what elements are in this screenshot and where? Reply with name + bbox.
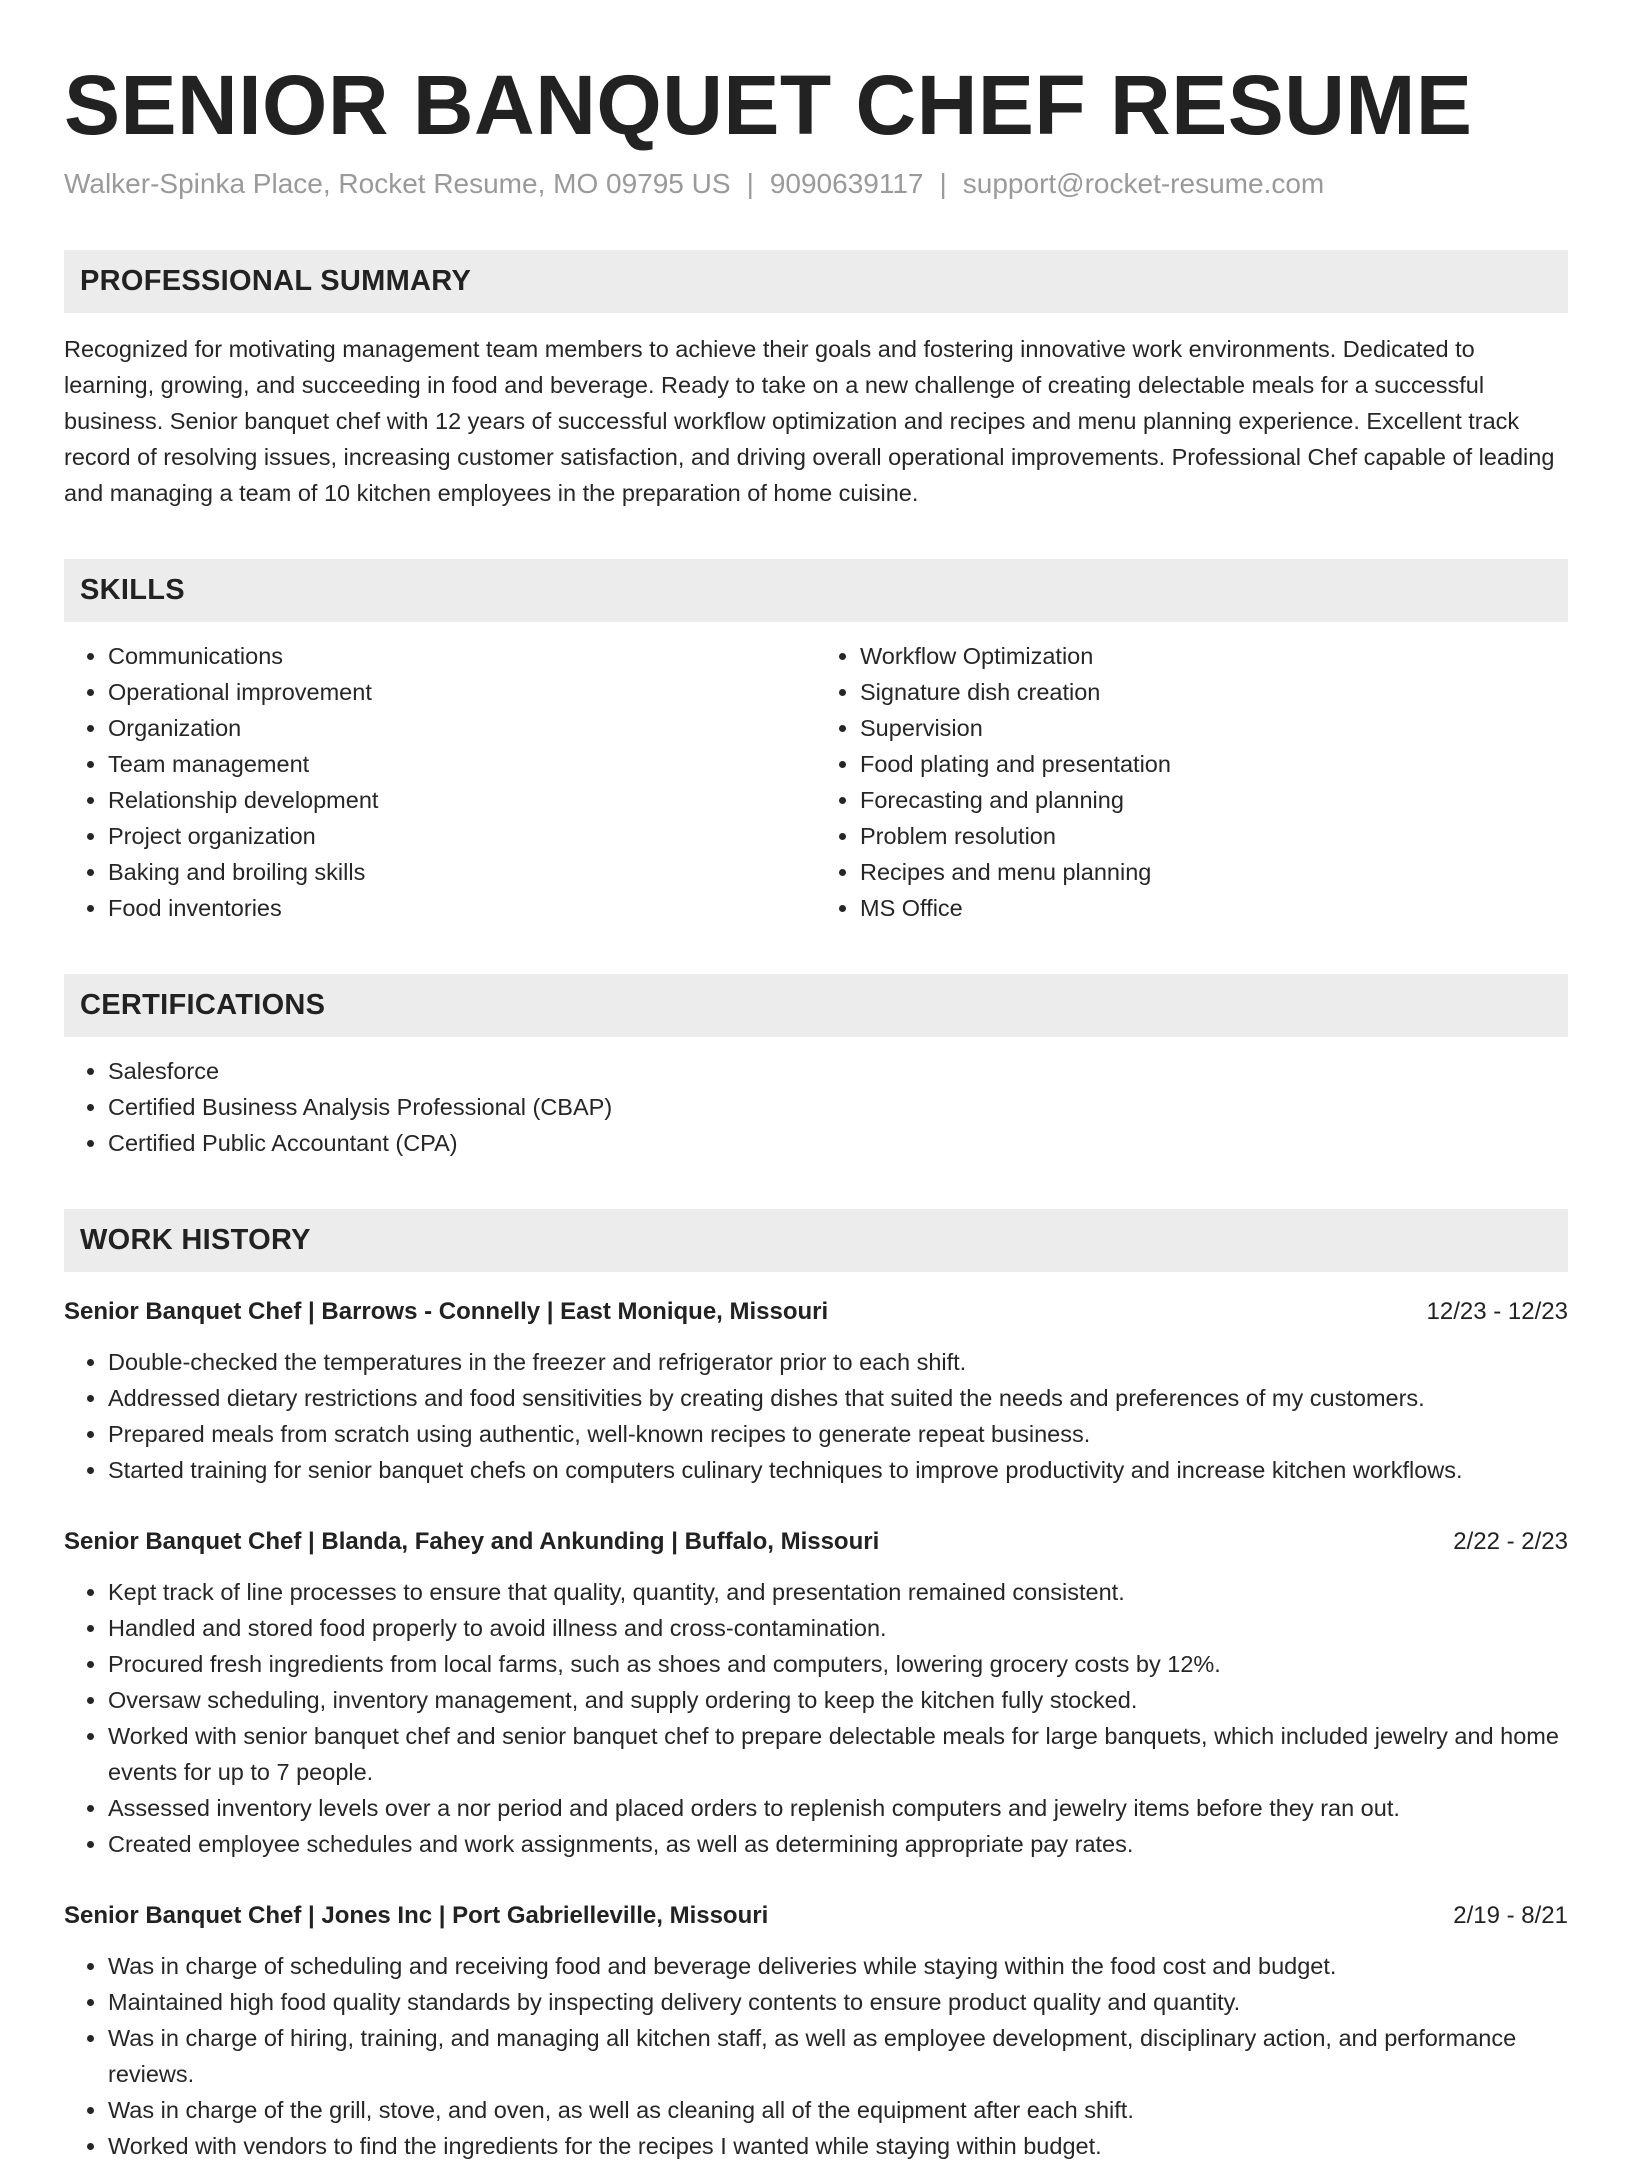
job-entry (64, 1898, 1568, 2164)
job-bullet: • Kept track of line processes to ensure that quality, quantity, and presentation remained consistent. (108, 1574, 1568, 1610)
skills-list-right (816, 638, 1568, 926)
job-bullet: • Was in charge of hiring, training, and managing all kitchen staff, as well as employee development, disciplinary action, and performance reviews. (108, 2020, 1568, 2092)
job-bullets (64, 1948, 1568, 2164)
skill-item: • Workflow Optimization (860, 638, 1568, 674)
skill-item: • Project organization (108, 818, 816, 854)
job-title: Senior Banquet Chef | Blanda, Fahey and Ankunding | Buffalo, Missouri (64, 1528, 880, 1555)
skills-list-left (64, 638, 816, 926)
job-bullet: • Assessed inventory levels over a nor period and placed orders to replenish computers and jewelry items before they ran out. (108, 1790, 1568, 1826)
job-dates: 2/22 - 2/23 (1453, 1528, 1568, 1555)
skill-item: • Recipes and menu planning (860, 854, 1568, 890)
job-dates: 2/19 - 8/21 (1453, 1902, 1568, 1929)
job-bullet: • Oversaw scheduling, inventory management, and supply ordering to keep the kitchen fully stocked. (108, 1682, 1568, 1718)
job-bullets (64, 1574, 1568, 1862)
skill-item: • Relationship development (108, 782, 816, 818)
certification-item: • Salesforce (108, 1053, 1568, 1089)
job-bullets (64, 1344, 1568, 1488)
certifications-list (64, 1053, 1568, 1161)
job-bullet: • Handled and stored food properly to avoid illness and cross-contamination. (108, 1610, 1568, 1646)
work-history-heading: WORK HISTORY (64, 1209, 1568, 1272)
job-bullet: • Worked with vendors to find the ingredients for the recipes I wanted while staying within budget. (108, 2128, 1568, 2164)
job-title: Senior Banquet Chef | Barrows - Connelly | East Monique, Missouri (64, 1298, 829, 1325)
certification-item: • Certified Public Accountant (CPA) (108, 1125, 1568, 1161)
work-history-list (64, 1294, 1568, 2164)
certifications-heading: CERTIFICATIONS (64, 974, 1568, 1037)
job-bullet: • Prepared meals from scratch using authentic, well-known recipes to generate repeat business. (108, 1416, 1568, 1452)
skill-item: • Food plating and presentation (860, 746, 1568, 782)
skills-columns (64, 638, 1568, 926)
job-bullet: • Maintained high food quality standards by inspecting delivery contents to ensure product quality and quantity. (108, 1984, 1568, 2020)
contact-address: Walker-Spinka Place, Rocket Resume, MO 09795 US (64, 168, 731, 199)
job-bullet: • Created employee schedules and work assignments, as well as determining appropriate pay rates. (108, 1826, 1568, 1862)
job-bullet: • Double-checked the temperatures in the freezer and refrigerator prior to each shift. (108, 1344, 1568, 1380)
job-dates: 12/23 - 12/23 (1426, 1298, 1568, 1325)
contact-phone: 9090639117 (769, 168, 924, 199)
skill-item: • Baking and broiling skills (108, 854, 816, 890)
skill-item: • Supervision (860, 710, 1568, 746)
job-entry (64, 1524, 1568, 1862)
summary-heading: PROFESSIONAL SUMMARY (64, 250, 1568, 313)
skill-item: • Team management (108, 746, 816, 782)
skills-heading: SKILLS (64, 559, 1568, 622)
skill-item: • Signature dish creation (860, 674, 1568, 710)
job-header (64, 1524, 1568, 1560)
skill-item: • MS Office (860, 890, 1568, 926)
job-entry (64, 1294, 1568, 1488)
contact-separator: | (939, 168, 947, 199)
contact-line (64, 166, 1568, 202)
skill-item: • Communications (108, 638, 816, 674)
job-header (64, 1898, 1568, 1934)
skill-item: • Food inventories (108, 890, 816, 926)
job-bullet: • Was in charge of scheduling and receiving food and beverage deliveries while staying within the food cost and budget. (108, 1948, 1568, 1984)
job-title: Senior Banquet Chef | Jones Inc | Port Gabrielleville, Missouri (64, 1902, 769, 1929)
job-bullet: • Procured fresh ingredients from local farms, such as shoes and computers, lowering grocery costs by 12%. (108, 1646, 1568, 1682)
job-bullet: • Worked with senior banquet chef and senior banquet chef to prepare delectable meals for large banquets, which included jewelry and home events for up to 7 people. (108, 1718, 1568, 1790)
job-bullet: • Addressed dietary restrictions and food sensitivities by creating dishes that suited the needs and preferences of my customers. (108, 1380, 1568, 1416)
summary-text: Recognized for motivating management team members to achieve their goals and fostering innovative work environments. Dedicated to learning, growing, and succeeding in food and beverage. Ready to take on a new challenge of creating delectable meals for a successful business. Senior banquet chef with 12 years of successful workflow optimization and recipes and menu planning experience. Excellent track record of resolving issues, increasing customer satisfaction, and driving overall operational improvements. Professional Chef capable of leading and managing a team of 10 kitchen employees in the preparation of home cuisine. (64, 336, 1555, 506)
resume-title: SENIOR BANQUET CHEF RESUME (64, 58, 1473, 152)
skill-item: • Organization (108, 710, 816, 746)
job-header (64, 1294, 1568, 1330)
skill-item: • Problem resolution (860, 818, 1568, 854)
skill-item: • Forecasting and planning (860, 782, 1568, 818)
contact-separator: | (746, 168, 754, 199)
skill-item: • Operational improvement (108, 674, 816, 710)
certification-item: • Certified Business Analysis Professional (CBAP) (108, 1089, 1568, 1125)
contact-email: support@rocket-resume.com (962, 168, 1325, 199)
job-bullet: • Was in charge of the grill, stove, and oven, as well as cleaning all of the equipment after each shift. (108, 2092, 1568, 2128)
job-bullet: • Started training for senior banquet chefs on computers culinary techniques to improve productivity and increase kitchen workflows. (108, 1452, 1568, 1488)
